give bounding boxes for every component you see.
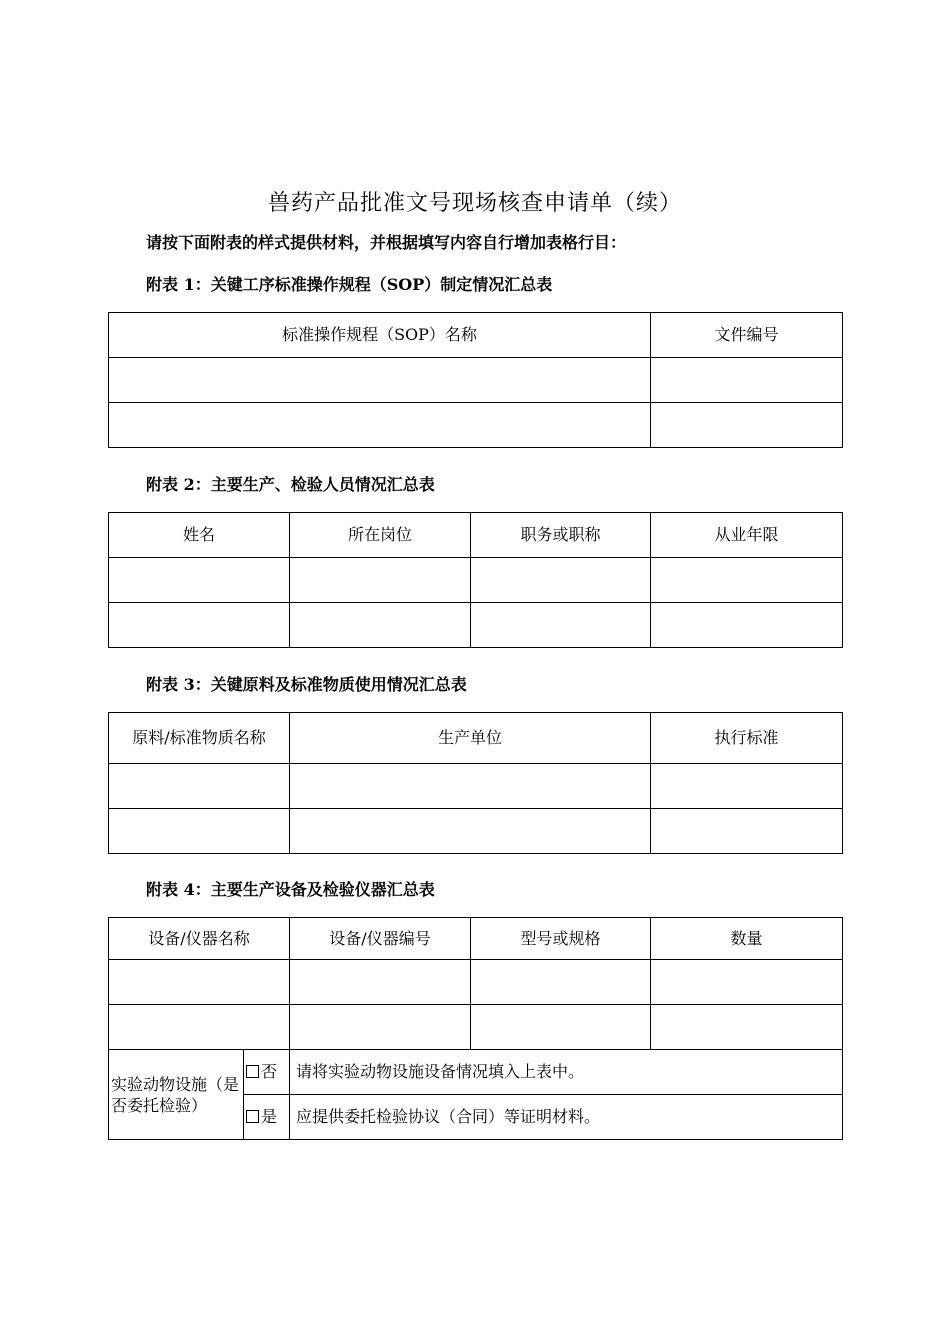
page-title: 兽药产品批准文号现场核查申请单（续） <box>267 191 682 216</box>
table-cell[interactable] <box>651 403 843 448</box>
table-cell[interactable] <box>109 764 290 809</box>
table-cell[interactable] <box>471 558 651 603</box>
table-row <box>109 403 843 448</box>
table-cell[interactable] <box>109 960 290 1005</box>
option-no[interactable] <box>244 1050 290 1095</box>
table-row <box>109 809 843 854</box>
table-cell[interactable] <box>651 960 843 1005</box>
table-cell[interactable] <box>109 358 651 403</box>
table-row <box>109 960 843 1005</box>
table-cell[interactable] <box>290 809 651 854</box>
table-cell[interactable] <box>471 603 651 648</box>
table-cell[interactable] <box>471 960 651 1005</box>
table-row <box>109 1005 843 1050</box>
table-cell[interactable] <box>651 764 843 809</box>
option-yes-label: 是 <box>261 1107 278 1126</box>
table-row <box>109 764 843 809</box>
personnel-summary-table <box>108 512 843 648</box>
instruction-text: 请按下面附表的样式提供材料，并根据填写内容自行增加表格行目： <box>146 233 627 252</box>
table1-caption: 附表 1：关键工序标准操作规程（SOP）制定情况汇总表 <box>146 275 553 294</box>
sop-summary-table <box>108 312 843 448</box>
table-cell[interactable] <box>290 1005 471 1050</box>
header-name: 姓名 <box>109 513 290 558</box>
checkbox-no[interactable] <box>246 1065 259 1078</box>
table-cell[interactable] <box>651 603 843 648</box>
table-cell[interactable] <box>651 358 843 403</box>
table3-caption: 附表 3：关键原料及标准物质使用情况汇总表 <box>146 675 467 694</box>
option-no-instruction: 请将实验动物设施设备情况填入上表中。 <box>290 1050 843 1095</box>
table-row <box>109 358 843 403</box>
table-cell[interactable] <box>290 558 471 603</box>
header-material-name: 原料/标准物质名称 <box>109 713 290 764</box>
table-cell[interactable] <box>109 1005 290 1050</box>
header-equipment-name: 设备/仪器名称 <box>109 918 290 960</box>
header-standard: 执行标准 <box>651 713 843 764</box>
table2-caption: 附表 2：主要生产、检验人员情况汇总表 <box>146 475 435 494</box>
header-file-number: 文件编号 <box>651 313 843 358</box>
option-yes-instruction: 应提供委托检验协议（合同）等证明材料。 <box>290 1095 843 1140</box>
table-cell[interactable] <box>109 403 651 448</box>
table-row <box>109 558 843 603</box>
materials-summary-table <box>108 712 843 854</box>
header-quantity: 数量 <box>651 918 843 960</box>
table-cell[interactable] <box>109 809 290 854</box>
header-position: 所在岗位 <box>290 513 471 558</box>
header-title: 职务或职称 <box>471 513 651 558</box>
table4-caption: 附表 4：主要生产设备及检验仪器汇总表 <box>146 880 435 899</box>
table-cell[interactable] <box>651 1005 843 1050</box>
table-cell[interactable] <box>109 558 290 603</box>
table-cell[interactable] <box>290 960 471 1005</box>
table-cell[interactable] <box>651 558 843 603</box>
option-no-label: 否 <box>261 1062 278 1081</box>
equipment-summary-table <box>108 917 843 1140</box>
table-cell[interactable] <box>290 764 651 809</box>
table-cell[interactable] <box>651 809 843 854</box>
facility-label: 实验动物设施（是否委托检验） <box>109 1050 244 1140</box>
table-cell[interactable] <box>290 603 471 648</box>
header-manufacturer: 生产单位 <box>290 713 651 764</box>
table-cell[interactable] <box>471 1005 651 1050</box>
checkbox-yes[interactable] <box>246 1110 259 1123</box>
header-years: 从业年限 <box>651 513 843 558</box>
table-row <box>109 603 843 648</box>
option-yes[interactable] <box>244 1095 290 1140</box>
header-equipment-number: 设备/仪器编号 <box>290 918 471 960</box>
table-cell[interactable] <box>109 603 290 648</box>
header-sop-name: 标准操作规程（SOP）名称 <box>109 313 651 358</box>
header-model: 型号或规格 <box>471 918 651 960</box>
